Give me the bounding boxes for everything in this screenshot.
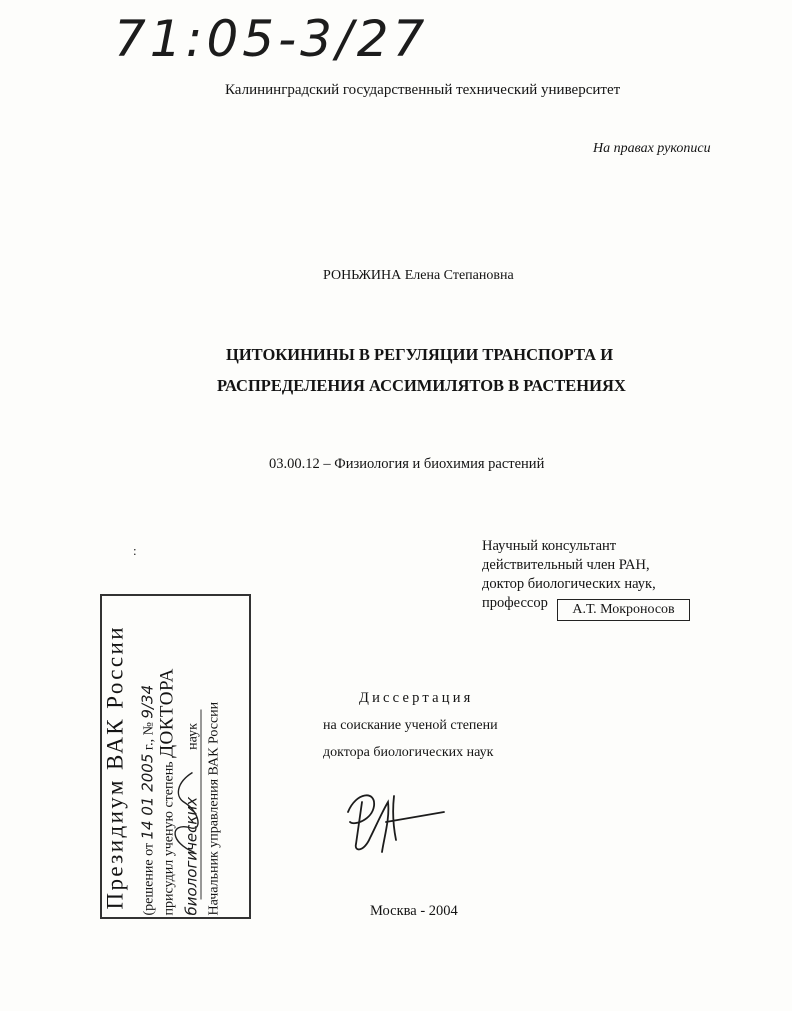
stamp-decision-line bbox=[138, 684, 157, 915]
stamp-decision-mid: г., № bbox=[141, 721, 156, 750]
stamp-field: биологических bbox=[182, 796, 200, 915]
stamp-field-suffix: наук bbox=[185, 722, 200, 750]
consultant-role: Научный консультант bbox=[482, 538, 617, 554]
stamp-presidium: Президиум ВАК России bbox=[102, 624, 127, 909]
stamp-degree: ДОКТОРА bbox=[156, 667, 177, 758]
svg-text:71:05-3/27: 71:05-3/27 bbox=[114, 10, 429, 68]
stamp-decision-number: 9/34 bbox=[138, 684, 156, 719]
vak-stamp-content bbox=[102, 596, 249, 917]
university-name: Калининградский государственный технический университет bbox=[225, 82, 621, 98]
city-and-year: Москва - 2004 bbox=[370, 903, 458, 919]
manuscript-rights-note: На правах рукописи bbox=[593, 141, 711, 156]
dissertation-title-line-2: РАСПРЕДЕЛЕНИЯ АССИМИЛЯТОВ В РАСТЕНИЯХ bbox=[217, 376, 626, 395]
dissertation-purpose: на соискание ученой степени bbox=[323, 718, 498, 733]
dissertation-title-line-1: ЦИТОКИНИНЫ В РЕГУЛЯЦИИ ТРАНСПОРТА И bbox=[226, 345, 614, 364]
dissertation-degree: доктора биологических наук bbox=[323, 745, 494, 760]
vak-stamp bbox=[100, 594, 251, 919]
consultant-membership: действительный член РАН, bbox=[482, 557, 650, 573]
stamp-decision-prefix: (решение от bbox=[141, 842, 156, 915]
stamp-head-signature: Начальник управления ВАК России bbox=[206, 701, 221, 915]
archive-number-handwritten bbox=[110, 4, 470, 70]
stamp-signature-scribble bbox=[164, 762, 204, 862]
specialty-code: 03.00.12 – Физиология и биохимия растений bbox=[269, 456, 545, 472]
stamp-degree-prefix: присудил ученую степень bbox=[161, 760, 176, 915]
consultant-title: профессор bbox=[482, 595, 548, 611]
dissertation-label: Диссертация bbox=[359, 690, 474, 706]
consultant-name-box: А.Т. Мокроносов bbox=[557, 599, 690, 621]
author-name: РОНЬЖИНА Елена Степановна bbox=[323, 268, 514, 283]
stamp-decision-date: 14 01 2005 bbox=[138, 753, 156, 839]
consultant-degree: доктор биологических наук, bbox=[482, 576, 656, 592]
margin-mark: : bbox=[133, 543, 137, 558]
author-signature bbox=[336, 782, 456, 857]
